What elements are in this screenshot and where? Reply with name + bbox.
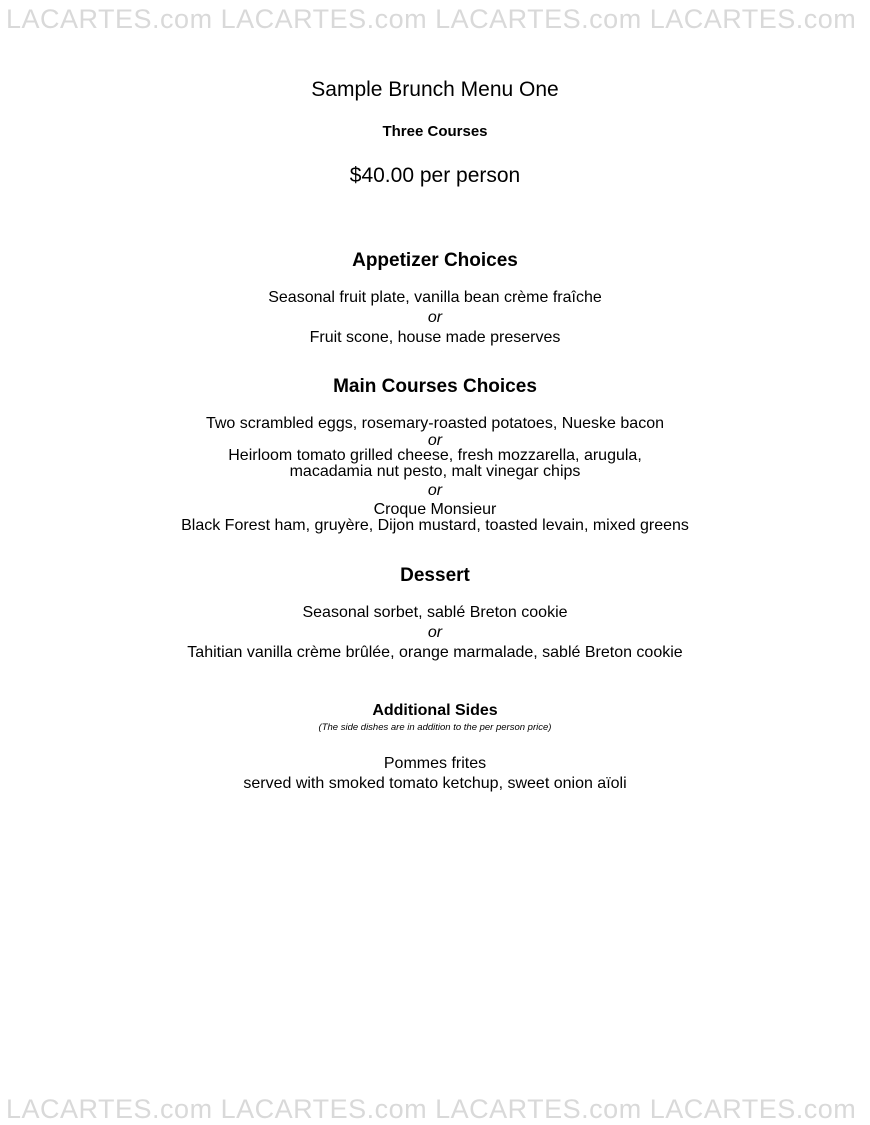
or-separator: or: [427, 624, 443, 641]
or-separator: or: [427, 432, 443, 449]
or-separator: or: [427, 482, 443, 499]
dessert-heading: Dessert: [400, 565, 470, 586]
sides-heading: Additional Sides: [372, 702, 498, 719]
dessert-item: Seasonal sorbet, sablé Breton cookie: [302, 604, 568, 621]
main-course-item: Two scrambled eggs, rosemary-roasted potatoes, Nueske bacon: [205, 415, 664, 432]
sides-note: (The side dishes are in addition to the per person price): [318, 722, 552, 733]
or-separator: or: [427, 309, 443, 326]
appetizer-heading: Appetizer Choices: [352, 250, 518, 271]
watermark-text: LACARTES.com LACARTES.com LACARTES.com LACARTES.com: [6, 4, 857, 34]
side-item: served with smoked tomato ketchup, sweet onion aïoli: [243, 775, 627, 792]
main-course-item: Black Forest ham, gruyère, Dijon mustard, toasted levain, mixed greens: [181, 517, 689, 534]
watermark-text: LACARTES.com LACARTES.com LACARTES.com LACARTES.com: [6, 1094, 857, 1124]
side-item: Pommes frites: [383, 755, 487, 772]
menu-subtitle: Three Courses: [382, 123, 488, 140]
menu-title: Sample Brunch Menu One: [311, 78, 559, 101]
main-courses-heading: Main Courses Choices: [333, 376, 537, 397]
main-course-item: macadamia nut pesto, malt vinegar chips: [289, 463, 581, 480]
menu-price: $40.00 per person: [349, 164, 521, 187]
watermark-top: [6, 4, 870, 34]
main-course-item: Heirloom tomato grilled cheese, fresh mozzarella, arugula,: [228, 447, 642, 464]
dessert-item: Tahitian vanilla crème brûlée, orange marmalade, sablé Breton cookie: [187, 644, 683, 661]
appetizer-item: Seasonal fruit plate, vanilla bean crème fraîche: [268, 289, 602, 306]
main-course-item: Croque Monsieur: [373, 501, 497, 518]
appetizer-item: Fruit scone, house made preserves: [309, 329, 561, 346]
watermark-bottom: [6, 1094, 870, 1124]
